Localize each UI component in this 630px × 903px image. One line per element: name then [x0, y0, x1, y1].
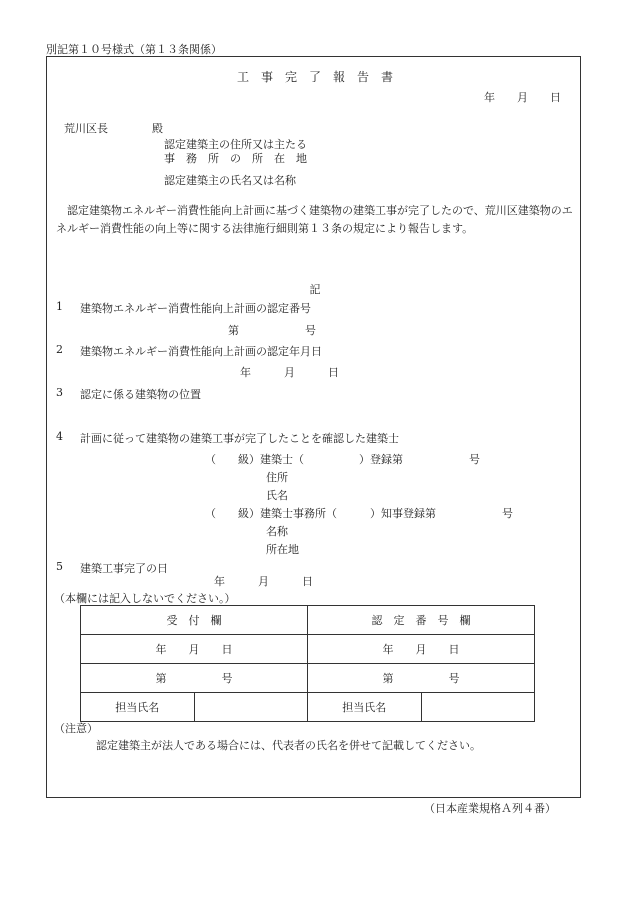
office-use-caption: （本欄には記入しないでください。）: [54, 592, 236, 605]
item-1-number: 1: [56, 300, 63, 313]
office-registration: （ 級）建築士事務所（ ）知事登録第 号: [205, 507, 513, 520]
architect-registration: （ 級）建築士（ ）登録第 号: [205, 453, 480, 466]
item-5-number: 5: [56, 560, 63, 573]
certification-date: 年 月 日: [308, 635, 535, 664]
office-use-table: [80, 605, 535, 722]
item-1-label: 建築物エネルギー消費性能向上計画の認定番号: [80, 302, 311, 315]
item-2-value: 年 月 日: [240, 366, 339, 379]
reception-number: 第 号: [81, 664, 308, 693]
form-number: 別記第１０号様式（第１３条関係）: [46, 43, 222, 56]
certification-staff-field: [421, 693, 535, 722]
honorific: 殿: [152, 122, 163, 135]
item-4-number: 4: [56, 430, 63, 443]
office-name-label: 名称: [266, 525, 288, 538]
notes-header: （注意）: [54, 722, 98, 735]
architect-address-label: 住所: [266, 471, 288, 484]
architect-name-label: 氏名: [266, 489, 288, 502]
item-3-label: 認定に係る建築物の位置: [80, 388, 201, 401]
item-1-value: 第 号: [228, 324, 316, 337]
item-3-number: 3: [56, 386, 63, 399]
notes-text: 認定建築主が法人である場合には、代表者の氏名を併せて記載してください。: [96, 739, 481, 752]
reception-date: 年 月 日: [81, 635, 308, 664]
certification-staff-label: 担当氏名: [308, 693, 422, 722]
reception-header: 受 付 欄: [81, 606, 308, 635]
page-title: 工 事 完 了 報 告 書: [236, 70, 393, 84]
item-2-number: 2: [56, 343, 63, 356]
item-2-label: 建築物エネルギー消費性能向上計画の認定年月日: [80, 345, 322, 358]
item-5-value: 年 月 日: [214, 575, 313, 588]
report-date: 年 月 日: [484, 91, 561, 104]
applicant-name-label: 認定建築主の氏名又は名称: [164, 174, 296, 187]
report-body-text: 認定建築物エネルギー消費性能向上計画に基づく建築物の建築工事が完了したので、荒川区建築物のエネルギー消費性能の向上等に関する法律施行細則第１３条の規定により報告します。: [56, 204, 573, 235]
reception-staff-field: [194, 693, 308, 722]
item-4-label: 計画に従って建築物の建築工事が完了したことを確認した建築士: [80, 432, 399, 445]
item-5-label: 建築工事完了の日: [80, 562, 168, 575]
paper-size-footer: （日本産業規格Ａ列４番）: [424, 802, 556, 815]
office-location-label: 所在地: [266, 543, 299, 556]
addressee: 荒川区長: [64, 122, 108, 135]
applicant-office-label: 事 務 所 の 所 在 地: [164, 152, 307, 165]
applicant-address-label: 認定建築主の住所又は主たる: [164, 138, 307, 151]
certification-number: 第 号: [308, 664, 535, 693]
reception-staff-label: 担当氏名: [81, 693, 195, 722]
certification-number-header: 認 定 番 号 欄: [308, 606, 535, 635]
ki-heading: 記: [309, 283, 321, 296]
